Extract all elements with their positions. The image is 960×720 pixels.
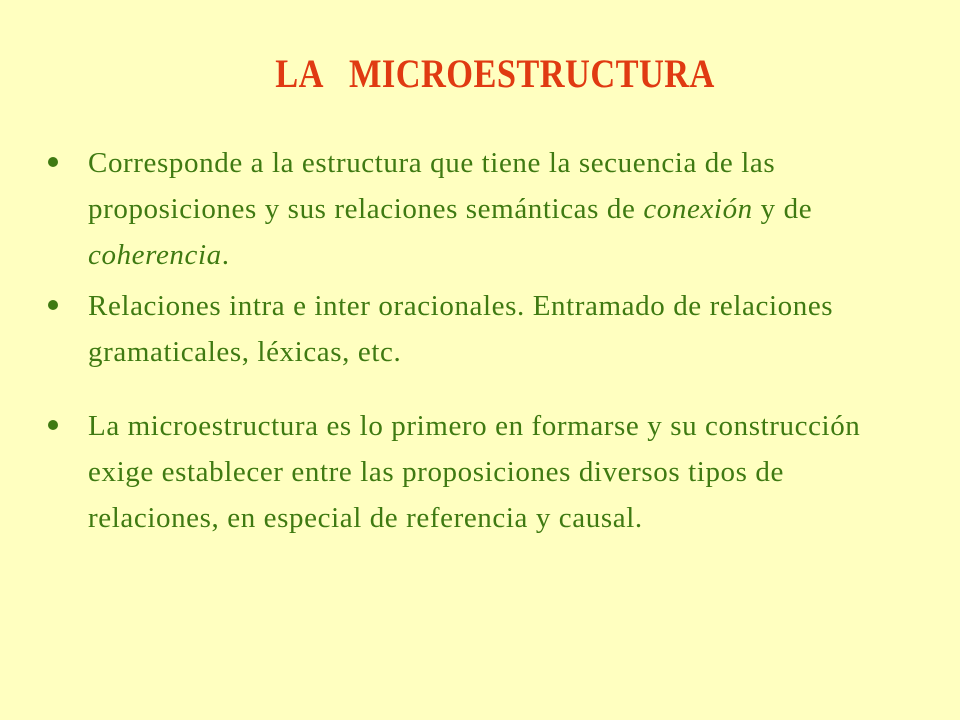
bullet-dot-icon — [48, 300, 58, 310]
bullet-text-1-part3: . — [221, 239, 230, 271]
bullet-text-1-italic-conexion: conexión — [643, 193, 753, 225]
bullet-item-3 — [48, 403, 918, 541]
bullet-item-2 — [48, 283, 918, 375]
bullet-text-1 — [88, 140, 918, 278]
bullet-dot-icon — [48, 157, 58, 167]
bullet-dot-icon — [48, 420, 58, 430]
slide-title: LA MICROESTRUCTURA — [275, 51, 715, 96]
bullet-text-1-part1: Corresponde a la estructura que tiene la secuencia de las proposiciones y sus relaciones semánticas de — [88, 147, 776, 225]
bullet-text-2: Relaciones intra e inter oracionales. Entramado de relaciones gramaticales, léxicas, etc. — [88, 290, 834, 368]
bullet-item-1 — [48, 140, 918, 278]
bullet-text-3: La microestructura es lo primero en formarse y su construcción exige establecer entre las proposiciones diversos tipos de relaciones, en especial de referencia y causal. — [88, 410, 861, 534]
bullet-text-1-part2: y de — [752, 193, 813, 225]
bullet-text-1-italic-coherencia: coherencia — [88, 239, 222, 271]
